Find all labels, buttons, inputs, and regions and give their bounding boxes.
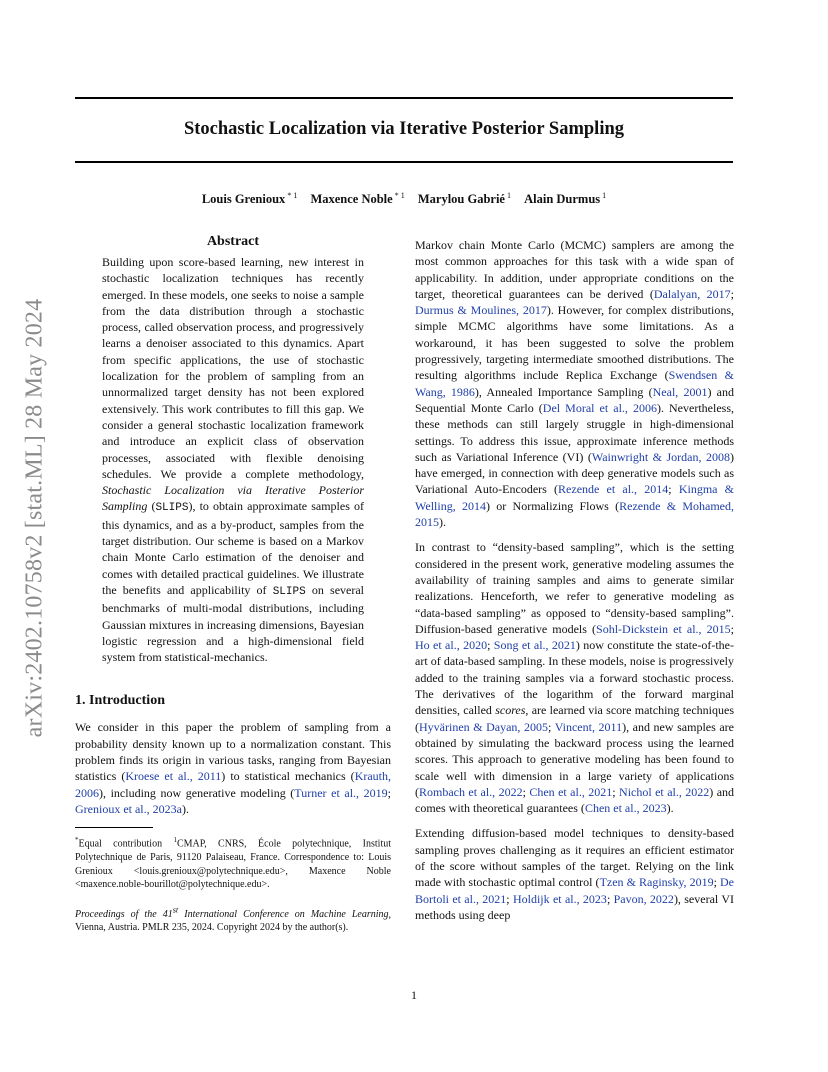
citation-link[interactable]: Kroese et al., 2011 bbox=[125, 769, 222, 784]
author bbox=[202, 192, 297, 206]
method-acronym: SLIPS bbox=[272, 585, 306, 598]
citation-link[interactable]: Kingma & Welling, 2014 bbox=[415, 482, 735, 513]
abstract-heading: Abstract bbox=[206, 234, 260, 249]
citation-link[interactable]: Del Moral et al., 2006 bbox=[542, 400, 657, 415]
author bbox=[418, 192, 511, 206]
citation-link[interactable]: Holdijk et al., 2023 bbox=[512, 891, 607, 906]
citation-link[interactable]: Pavon, 2022 bbox=[613, 891, 674, 906]
method-name: Stochastic Localization via Iterative Posterior Sampling bbox=[102, 483, 364, 514]
citation-link[interactable]: Ho et al., 2020 bbox=[415, 638, 488, 653]
citation-link[interactable]: Krauth, 2006 bbox=[75, 769, 392, 800]
author bbox=[310, 192, 404, 206]
proceedings-note: Proceedings of the 41st International Conference on Machine Learning, Vienna, Austria. PMLR 235, 2024. Copyright 2024 by the author(s). bbox=[75, 905, 392, 934]
author-list bbox=[75, 191, 733, 207]
citation-link[interactable]: Grenioux et al., 2023a bbox=[75, 801, 182, 816]
citation-link[interactable]: Rezende et al., 2014 bbox=[558, 482, 669, 497]
citation-link[interactable]: Dalalyan, 2017 bbox=[653, 286, 731, 301]
citation-link[interactable]: Turner et al., 2019 bbox=[294, 785, 388, 800]
author-affiliation-mark: * 1 bbox=[287, 191, 298, 200]
footnote-affiliations: *Equal contribution $^1$CMAP, CNRS, École polytechnique, Institut Polytechnique de Paris, 91120 Palaiseau, France. Correspondence to: Louis Grenioux <louis.grenioux@polytechnique.edu>, Maxence Noble <maxence.noble-bourillot@polytechnique.edu>. bbox=[75, 836, 392, 891]
citation-link[interactable]: Sohl-Dickstein et al., 2015 bbox=[596, 621, 731, 636]
section-heading-introduction: 1. Introduction bbox=[75, 693, 165, 709]
arxiv-identifier-text: arXiv:2402.10758v2 [stat.ML] 28 May 2024 bbox=[21, 298, 48, 738]
citation-link[interactable]: Rombach et al., 2022 bbox=[419, 784, 523, 799]
body-paragraph: Markov chain Monte Carlo (MCMC) samplers are among the most common approaches for this task with a wide span of applicability. In addition, under appropriate conditions on the target, theoretical guarantees can be derived (Dalalyan, 2017; Durmus & Moulines, 2017). However, for complex distributions, simple MCMC algorithms have some limitations. As a workaround, it has been suggested to solve the problem progressively, targeting intermediate smoothed distributions. The resulting algorithms include Replica Exchange (Swendsen & Wang, 1986), Annealed Importance Sampling (Neal, 2001) and Sequential Monte Carlo (Del Moral et al., 2006). Nevertheless, these methods can still largely struggle in high-dimensional settings. To address this issue, approximate inference methods such as Variational Inference (VI) (Wainwright & Jordan, 2008) have emerged, in connection with deep generative models such as Variational Auto-Encoders (Rezende et al., 2014; Kingma & Welling, 2014) or Normalizing Flows (Rezende & Mohamed, 2015). bbox=[415, 238, 735, 530]
abstract-text: Building upon score-based learning, new interest in stochastic localization techniques has recently emerged. In these models, one seeks to noise a sample from the data distribution through a stochastic process, called observation process, and progressively learns a denoiser associated to this dynamics. Apart from specific applications, the use of stochastic localization for the problem of sampling from an unnormalized target density has not been explored extensively. This work contributes to fill this gap. We consider a general stochastic localization framework and introduce an explicit class of observation processes, associated with flexible denoising schedules. We provide a complete methodology, Stochastic Localization via Iterative Posterior Sampling (SLIPS), to obtain approximate samples of this dynamics, and as a by-product, samples from the target distribution. Our scheme is based on a Markov chain Monte Carlo estimation of the denoiser and comes with detailed practical guidelines. We illustrate the benefits and applicability of SLIPS on several benchmarks of multi-modal distributions, including Gaussian mixtures in increasing dimensions, Bayesian logistic regression and a high-dimensional field system from statistical-mechanics. bbox=[102, 255, 364, 665]
citation-link[interactable]: Chen et al., 2023 bbox=[584, 801, 667, 816]
author-name: Louis Grenioux bbox=[201, 192, 286, 206]
author-name: Maxence Noble bbox=[310, 192, 393, 206]
author-affiliation-mark: * 1 bbox=[394, 191, 405, 200]
body-paragraph: In contrast to “density-based sampling”, which is the setting considered in the present work, generative modeling assumes the availability of training samples and aims to generate similar realizations. Henceforth, we refer to generative modeling as “data-based sampling” as opposed to “density-based sampling”. Diffusion-based generative models (Sohl-Dickstein et al., 2015; Ho et al., 2020; Song et al., 2021) now constitute the state-of-the-art of data-based sampling. In these models, noise is progressively added to the training samples via a forward stochastic process. The derivatives of the logarithm of the forward marginal densities, called scores, are learned via score matching techniques (Hyvärinen & Dayan, 2005; Vincent, 2011), and new samples are obtained by simulating the backward process using the learned scores. This approach to generative modeling has been found to scale well with dimension in a large variety of applications (Rombach et al., 2022; Chen et al., 2021; Nichol et al., 2022) and comes with theoretical guarantees (Chen et al., 2023). bbox=[415, 540, 735, 816]
citation-link[interactable]: Swendsen & Wang, 1986 bbox=[415, 368, 734, 399]
citation-link[interactable]: Chen et al., 2021 bbox=[529, 784, 613, 799]
citation-link[interactable]: Vincent, 2011 bbox=[554, 719, 623, 734]
intro-paragraph: We consider in this paper the problem of sampling from a probability density known up to a normalization constant. This problem finds its origin in various tasks, ranging from Bayesian statistics (Kroese et al., 2011) to statistical mechanics (Krauth, 2006), including now generative modeling (Turner et al., 2019; Grenioux et al., 2023a). bbox=[75, 720, 392, 816]
citation-link[interactable]: De Bortoli et al., 2021 bbox=[415, 875, 734, 906]
left-column bbox=[75, 234, 391, 935]
author bbox=[524, 192, 606, 206]
author-name: Marylou Gabrié bbox=[417, 192, 505, 206]
citation-link[interactable]: Neal, 2001 bbox=[652, 384, 708, 399]
body-paragraph: Extending diffusion-based model techniques to density-based sampling proves challenging as it requires an efficient estimator of the score without samples of the target. Relying on the link made with stochastic optimal control (Tzen & Raginsky, 2019; De Bortoli et al., 2021; Holdijk et al., 2023; Pavon, 2022), several VI methods using deep bbox=[415, 826, 735, 922]
right-column bbox=[415, 237, 734, 923]
citation-link[interactable]: Durmus & Moulines, 2017 bbox=[415, 303, 547, 318]
title-top-rule bbox=[75, 97, 733, 99]
paper-title: Stochastic Localization via Iterative Posterior Sampling bbox=[183, 119, 624, 139]
title-bottom-rule bbox=[75, 161, 733, 163]
author-name: Alain Durmus bbox=[524, 192, 601, 206]
author-affiliation-mark: 1 bbox=[602, 191, 607, 200]
method-acronym: SLIPS bbox=[155, 502, 189, 515]
citation-link[interactable]: Wainwright & Jordan, 2008 bbox=[591, 449, 730, 464]
author-affiliation-mark: 1 bbox=[506, 191, 511, 200]
arxiv-identifier-stamp bbox=[20, 262, 50, 775]
citation-link[interactable]: Rezende & Mohamed, 2015 bbox=[415, 498, 734, 530]
emphasized-term: scores bbox=[495, 703, 526, 718]
page-number: 1 bbox=[411, 988, 417, 1002]
citation-link[interactable]: Song et al., 2021 bbox=[493, 638, 576, 653]
citation-link[interactable]: Hyvärinen & Dayan, 2005 bbox=[419, 719, 549, 734]
citation-link[interactable]: Nichol et al., 2022 bbox=[619, 784, 710, 799]
footnote-rule bbox=[75, 827, 153, 828]
citation-link[interactable]: Tzen & Raginsky, 2019 bbox=[599, 875, 714, 890]
